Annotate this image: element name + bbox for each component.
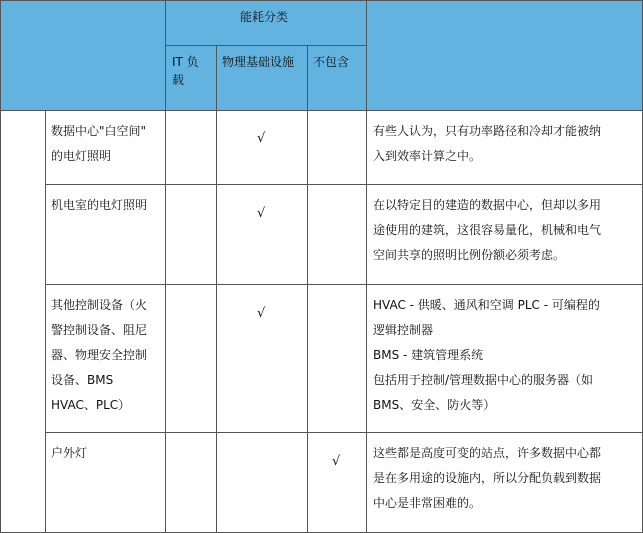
grid-line	[0, 110, 643, 111]
row-note-line: 在以特定目的建造的数据中心，但却以多用	[373, 198, 602, 212]
row-note-line: 包括用于控制/管理数据中心的服务器（如	[373, 373, 594, 387]
row-note-line: BMS - 建筑管理系统	[373, 348, 484, 362]
row-note-line: 是在多用途的设施内，所以分配负载到数据	[373, 471, 602, 485]
header-group-label: 能耗分类	[240, 10, 289, 24]
row-note-line: HVAC - 供暖、通风和空调 PLC - 可编程的	[373, 298, 600, 312]
row-item-line: HVAC、PLC）	[51, 398, 131, 412]
grid-line	[165, 45, 367, 46]
row-item-line: 其他控制设备（火	[51, 298, 148, 312]
grid-line	[45, 284, 643, 285]
header-it-load-line2: 载	[172, 73, 185, 87]
physical-infrastructure-check-icon: √	[257, 206, 266, 221]
grid-line	[366, 0, 367, 533]
physical-infrastructure-check-icon: √	[257, 306, 266, 321]
row-item-line: 户外灯	[51, 446, 88, 460]
row-note-line: 这些都是高度可变的站点，许多数据中心都	[373, 446, 602, 460]
physical-infrastructure-check-icon: √	[257, 131, 266, 146]
grid-line	[0, 0, 1, 533]
not-included-check-icon: √	[332, 454, 341, 469]
row-item-line: 机电室的电灯照明	[51, 198, 148, 212]
row-item-line: 的电灯照明	[51, 149, 112, 163]
row-note-line: 有些人认为，只有功率路径和冷却才能被纳	[373, 124, 602, 138]
row-item-line: 器、物理安全控制	[51, 348, 148, 362]
row-note-line: 入到效率计算之中。	[373, 149, 482, 163]
header-it-load-line1: IT 负	[172, 55, 199, 69]
grid-line	[45, 432, 643, 433]
grid-line	[216, 45, 217, 533]
grid-line	[45, 184, 643, 185]
grid-line	[45, 110, 46, 533]
grid-line	[307, 45, 308, 533]
row-note-line: 逻辑控制器	[373, 323, 434, 337]
grid-line	[165, 0, 166, 533]
grid-line	[0, 0, 643, 1]
row-note-line: 空间共享的照明比例份额必须考虑。	[373, 248, 566, 262]
row-item-line: 设备、BMS	[51, 373, 114, 387]
row-item-line: 警控制设备、阻尼	[51, 323, 148, 337]
header-physical-infrastructure: 物理基础设施	[222, 55, 295, 69]
row-item-line: 数据中心"白空间"	[51, 124, 147, 138]
row-note-line: 中心是非常困难的。	[373, 496, 482, 510]
row-note-line: BMS、安全、防火等）	[373, 398, 496, 412]
header-not-included: 不包含	[313, 55, 350, 69]
row-note-line: 途使用的建筑，这很容易量化，机械和电气	[373, 223, 602, 237]
